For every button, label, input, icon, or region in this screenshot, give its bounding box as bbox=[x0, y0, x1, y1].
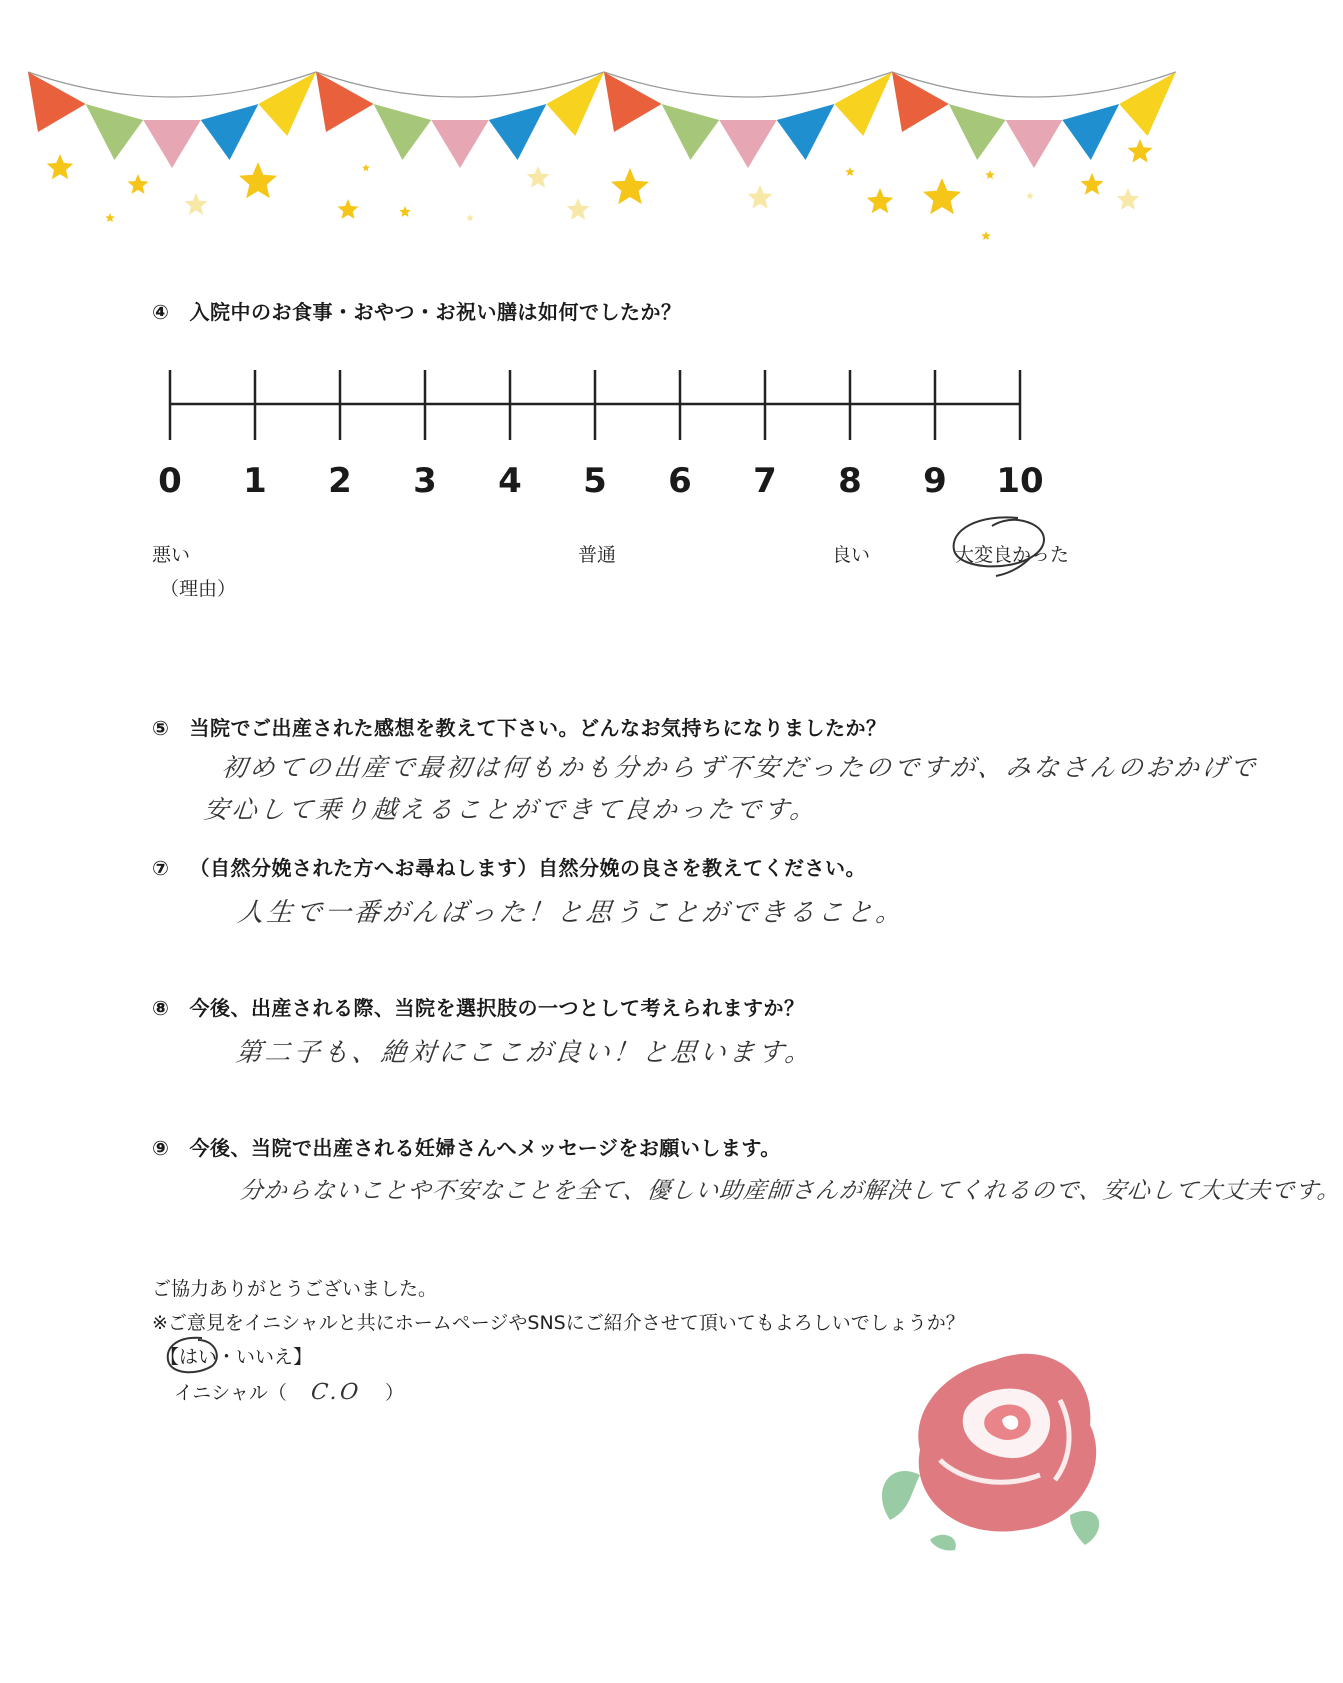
bunting-flag bbox=[201, 104, 259, 160]
choice-yes: はい bbox=[179, 1346, 218, 1368]
scale-tick-label: 9 bbox=[923, 461, 947, 501]
bunting-flag bbox=[777, 104, 835, 160]
initials-row: イニシャル（ C.O ） bbox=[174, 1380, 405, 1405]
question-8 bbox=[152, 992, 804, 1021]
star-icon bbox=[1081, 173, 1104, 195]
bunting-flag bbox=[719, 120, 777, 168]
initials-label: イニシャル（ bbox=[174, 1382, 287, 1404]
star-icon bbox=[1026, 192, 1034, 199]
scale-tick-label: 0 bbox=[158, 461, 182, 501]
question-number: ⑨ bbox=[152, 1136, 170, 1160]
scale-tick-label: 1 bbox=[243, 461, 267, 501]
question-4 bbox=[152, 296, 681, 325]
question-9 bbox=[152, 1132, 781, 1161]
star-icon bbox=[105, 213, 115, 222]
question-number: ⑤ bbox=[152, 716, 170, 740]
handwritten-answer-line: 初めての出産で最初は何もかも分からず不安だったのですが、みなさんのおかげで bbox=[220, 753, 1260, 782]
star-icon bbox=[362, 164, 370, 171]
bunting-flags bbox=[28, 72, 1176, 168]
rating-scale bbox=[150, 360, 1050, 500]
star-icon bbox=[185, 193, 208, 215]
star-icon bbox=[399, 206, 410, 217]
bunting-flag bbox=[1006, 120, 1063, 168]
bunting-flag bbox=[374, 104, 432, 160]
selection-circle bbox=[948, 512, 1058, 578]
thanks-text: ご協力ありがとうございました。 bbox=[152, 1278, 438, 1300]
bunting-flag bbox=[86, 104, 144, 160]
sns-request-text: ※ご意見をイニシャルと共にホームページやSNSにご紹介させて頂いてもよろしいでしょうか？ bbox=[152, 1312, 965, 1334]
reason-label: （理由） bbox=[160, 578, 237, 600]
scale-tick-label: 6 bbox=[668, 461, 692, 501]
star-icon bbox=[567, 198, 590, 220]
question-text: 当院でご出産された感想を教えて下さい。どんなお気持ちになりましたか？ bbox=[189, 716, 887, 740]
question-text: （自然分娩された方へお尋ねします）自然分娩の良さを教えてください。 bbox=[189, 856, 866, 880]
question-text: 入院中のお食事・おやつ・お祝い膳は如何でしたか？ bbox=[189, 300, 682, 324]
question-7 bbox=[152, 852, 866, 881]
star-icon bbox=[845, 167, 855, 176]
scale-tick-label: 3 bbox=[413, 461, 437, 501]
bunting-banner bbox=[0, 0, 1190, 260]
question-number: ⑧ bbox=[152, 996, 170, 1020]
handwritten-answer-line: 安心して乗り越えることができて良かったです。 bbox=[202, 795, 820, 824]
bunting-flag bbox=[662, 104, 720, 160]
star-icon bbox=[1128, 139, 1153, 163]
star-icon bbox=[338, 199, 359, 219]
star-icon bbox=[611, 168, 649, 204]
star-icon bbox=[748, 185, 773, 209]
handwritten-answer: 人生で一番がんばった！と思うことができること。 bbox=[236, 898, 907, 928]
star-icon bbox=[47, 154, 74, 179]
scale-tick-label: 2 bbox=[328, 461, 352, 501]
star-icon bbox=[527, 166, 550, 188]
consent-choice: 【はい・いいえ】 bbox=[160, 1346, 313, 1368]
question-text: 今後、出産される際、当院を選択肢の一つとして考えられますか？ bbox=[189, 996, 805, 1020]
scale-tick-label: 10 bbox=[996, 461, 1044, 501]
star-icon bbox=[466, 214, 474, 221]
star-icon bbox=[923, 178, 961, 214]
bunting-flag bbox=[949, 104, 1006, 160]
scale-tick-label: 7 bbox=[753, 461, 777, 501]
star-icon bbox=[128, 174, 149, 194]
star-decorations bbox=[47, 139, 1153, 240]
rating-label-normal: 普通 bbox=[578, 544, 617, 566]
initials-value: C.O bbox=[309, 1380, 363, 1405]
rating-label-bad: 悪い bbox=[152, 544, 191, 566]
star-icon bbox=[985, 170, 995, 179]
scale-tick-label: 4 bbox=[498, 461, 522, 501]
question-number: ④ bbox=[152, 300, 170, 324]
rating-label-good: 良い bbox=[832, 544, 871, 566]
question-text: 今後、当院で出産される妊婦さんへメッセージをお願いします。 bbox=[189, 1136, 781, 1160]
star-icon bbox=[1117, 188, 1140, 210]
question-5 bbox=[152, 712, 886, 741]
bunting-flag bbox=[489, 104, 547, 160]
yes-selection-circle bbox=[162, 1334, 222, 1378]
bunting-flag bbox=[143, 120, 201, 168]
star-icon bbox=[239, 162, 277, 198]
scale-tick-label: 8 bbox=[838, 461, 862, 501]
bunting-flag bbox=[1062, 104, 1119, 160]
scale-tick-label: 5 bbox=[583, 461, 607, 501]
handwritten-answer: 第二子も、絶対にここが良い！と思います。 bbox=[234, 1038, 816, 1068]
star-icon bbox=[867, 188, 894, 213]
bunting-flag bbox=[431, 120, 489, 168]
handwritten-answer: 分からないことや不安なことを全て、優しい助産師さんが解決してくれるので、安心して大丈夫です。 bbox=[238, 1178, 1343, 1204]
choice-no: いいえ bbox=[236, 1346, 294, 1368]
star-icon bbox=[981, 231, 991, 240]
rating-label-very-good: 大変良かった bbox=[955, 544, 1070, 566]
rose-illustration bbox=[870, 1340, 1120, 1560]
question-number: ⑦ bbox=[152, 856, 170, 880]
